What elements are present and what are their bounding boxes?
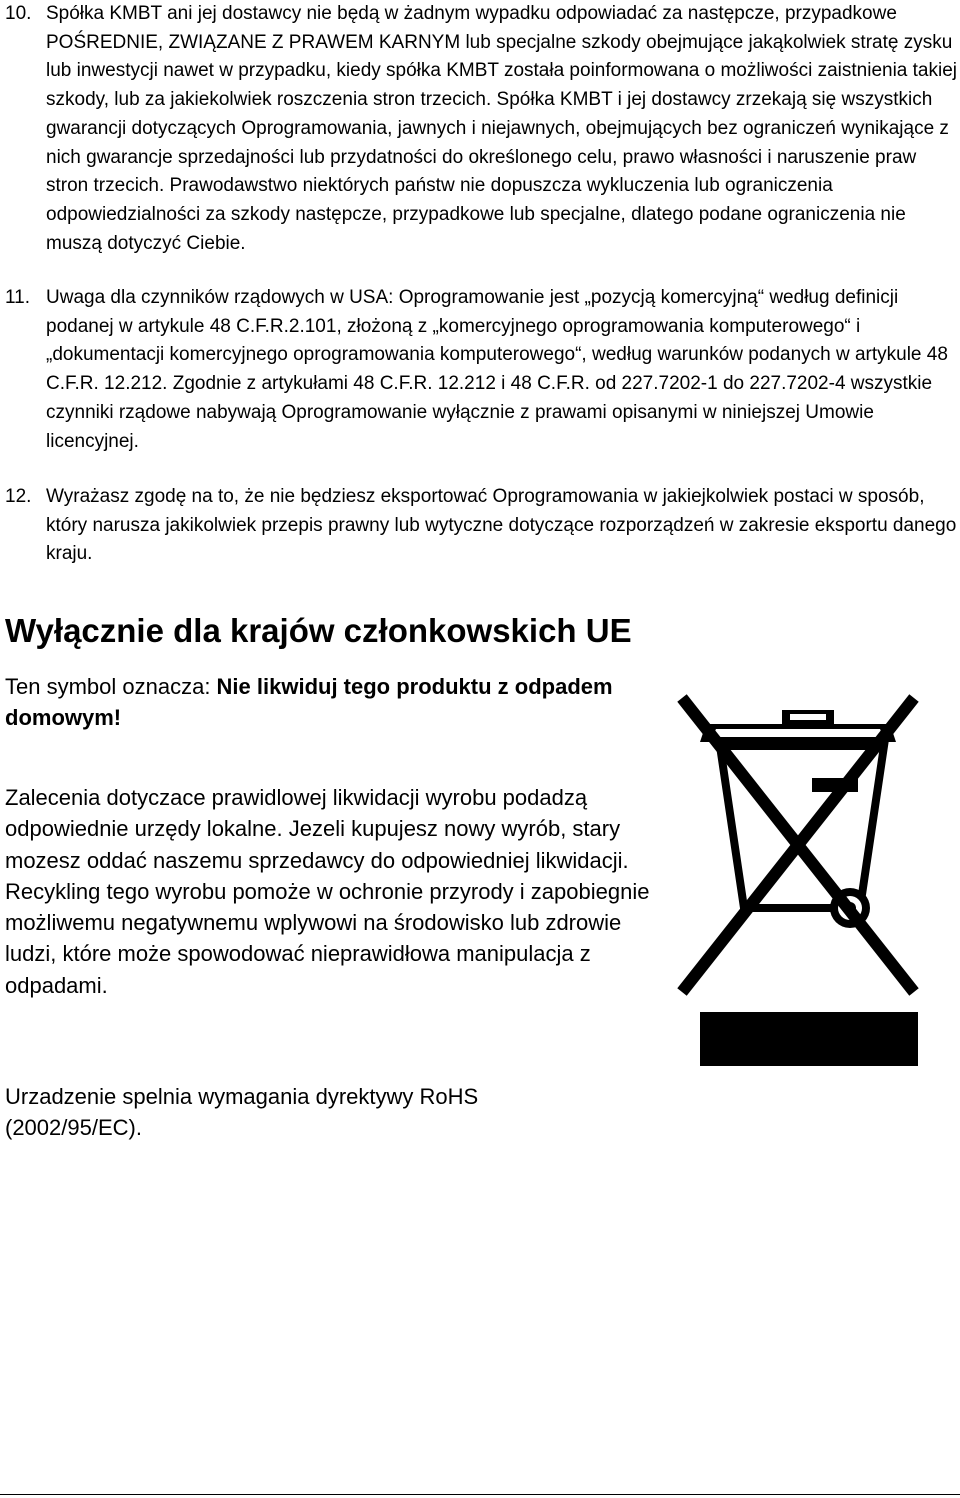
list-item-12 bbox=[0, 483, 958, 569]
item-number: 11. bbox=[5, 287, 31, 308]
item-text: Spółka KMBT ani jej dostawcy nie będą w żadnym wypadku odpowiadać za następcze, przypadkowe POŚREDNIE, ZWIĄZANE Z PRAWEM KARNYM lub specjalne szkody obejmujące jakąkolwiek stratę zysku lub inwestycji nawet w przypadku, kiedy spółka KMBT została poinformowana o możliwości zaistnienia takiej szkody, lub za jakiekolwiek roszczenia stron trzecich. Spółka KMBT i jej dostawcy zrzekają się wszystkich gwarancji dotyczących Oprogramowania, jawnych i niejawnych, obejmujących bez ograniczeń wynikające z nich gwarancje sprzedajności lub przydatności do określonego celu, prawo własności i naruszenie praw stron trzecich. Prawodawstwo niektórych państw nie dopuszcza wykluczenia lub ograniczenia odpowiedzialności za szkody następcze, przypadkowe lub specjalne, dlatego podane ograniczenia nie muszą dotyczyć Ciebie. bbox=[46, 3, 958, 254]
item-text: Uwaga dla czynników rządowych w USA: Oprogramowanie jest „pozycją komercyjną“ według definicji podanej w artykule 48 C.F.R.2.101, złożoną z „komercyjnego oprogramowania komputerowego“ i „dokumentacji komercyjnego oprogramowania komputerowego“, według warunków podanych w artykule 48 C.F.R. 12.212. Zgodnie z artykułami 48 C.F.R. 12.212 i 48 C.F.R. od 227.7202-1 do 227.7202-4 wszystkie czynniki rządowe nabywają Oprogramowanie wyłącznie z prawami opisanymi w niniejszej Umowie licencyjnej. bbox=[46, 287, 948, 452]
item-number: 10. bbox=[5, 3, 32, 24]
list-item-11 bbox=[0, 284, 958, 456]
symbol-intro: Ten symbol oznacza: bbox=[5, 674, 217, 699]
item-text: Wyrażasz zgodę na to, że nie będziesz eksportować Oprogramowania w jakiejkolwiek postaci w sposób, który narusza jakikolwiek przepis prawny lub wytyczne dotyczące rozporządzeń w zakresie eksportu danego kraju. bbox=[46, 486, 957, 565]
symbol-meaning: Nie likwiduj tego produktu z odpadem domowym! bbox=[5, 674, 613, 731]
disposal-instructions: Zalecenia dotyczace prawidlowej likwidacji wyrobu podadzą odpowiednie urzędy lokalne. Jezeli kupujesz nowy wyrób, stary mozesz oddać naszemu sprzedawcy do odpowiedniej likwidacji. Recykling tego wyrobu pomoże w ochronie przyrody i zapobiegnie możliwemu negatywnemu wplywowi na środowisko lub zdrowie ludzi, które może spowodować nieprawidłowa manipulacja z odpadami. bbox=[5, 785, 650, 998]
symbol-explanation bbox=[5, 671, 635, 734]
item-number: 12. bbox=[5, 486, 32, 507]
footer-divider bbox=[0, 1494, 960, 1495]
eu-section-heading: Wyłącznie dla krajów członkowskich UE bbox=[5, 612, 632, 649]
rohs-compliance-note: Urzadzenie spelnia wymagania dyrektywy RoHS (2002/95/EC). bbox=[5, 1084, 479, 1141]
list-item-10 bbox=[0, 0, 958, 258]
crossed-out-wheelie-bin-icon bbox=[672, 690, 922, 1070]
